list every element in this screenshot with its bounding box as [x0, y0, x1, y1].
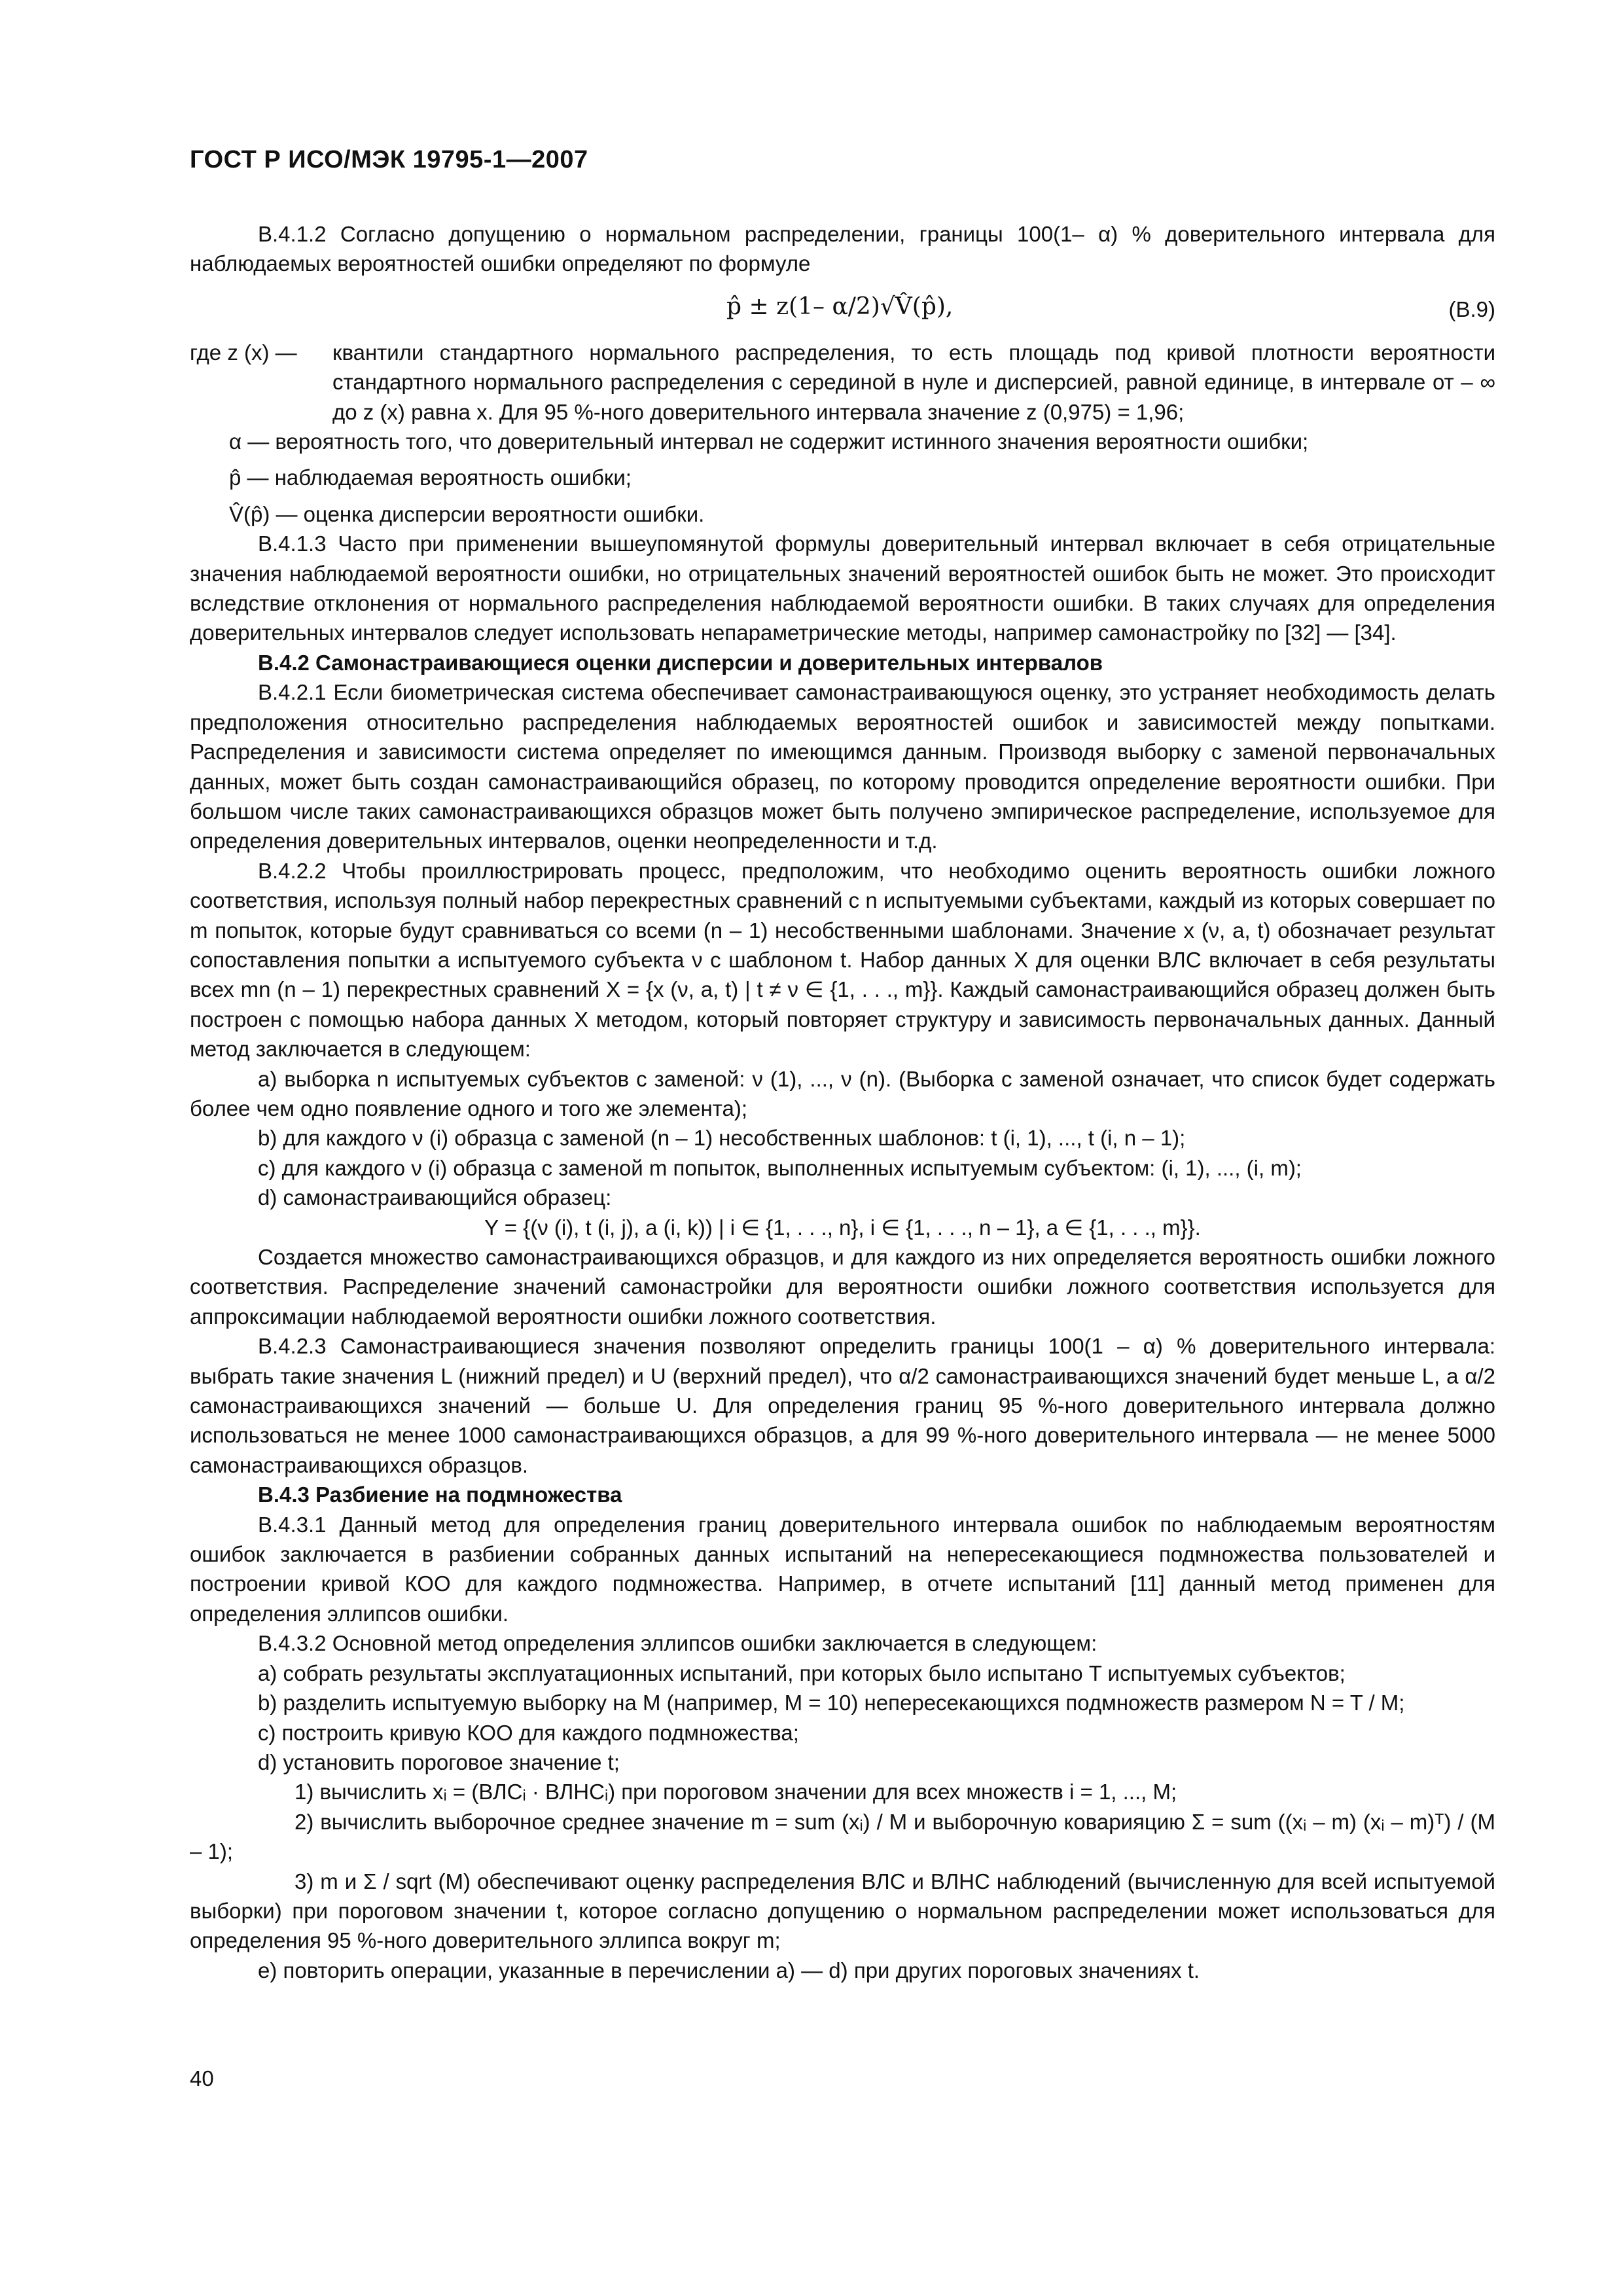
substep-2: 2) вычислить выборочное среднее значение m = sum (xᵢ) / M и выборочную коварияцию Σ = sum ((xᵢ – m) (xᵢ – m)ᵀ) / (M – 1); — [190, 1809, 1495, 1864]
paragraph-b4-1-2: В.4.1.2 Согласно допущению о нормальном распределении, границы 100(1– α) % доверительного интервала для наблюдаемых вероятностей ошибки определяют по формуле — [190, 222, 1495, 276]
heading-b4-2: В.4.2 Самонастраивающиеся оценки дисперсии и доверительных интервалов — [258, 650, 1103, 675]
formula-b9 — [190, 279, 1495, 338]
substep-1: 1) вычислить xᵢ = (ВЛСᵢ · ВЛНСᵢ) при пороговом значении для всех множеств i = 1, ..., M; — [294, 1780, 1177, 1804]
list-item-b: b) для каждого ν (i) образца с заменой (n – 1) несобственных шаблонов: t (i, 1), ..., t (i, n – 1); — [258, 1126, 1186, 1151]
paragraph-b4-2-3: В.4.2.3 Самонастраивающиеся значения позволяют определить границы 100(1 – α) % доверительного интервала: выбрать такие значения L (нижний предел) и U (верхний предел), что α/2 самонастраивающихся значений будет меньше L, а α/2 самонастраивающихся значений — больше U. Для определения границ 95 %-ного доверительного интервала должно использоваться не менее 1000 самонастраивающихся образцов, а для 99 %-ного доверительного интервала — не менее 5000 самонастраивающихся образцов. — [190, 1334, 1495, 1477]
paragraph-b4-3-1: В.4.3.1 Данный метод для определения границ доверительного интервала ошибок по наблюдаемым вероятностям ошибок заключается в разбиении собранных данных испытаний на непересекающиеся подмножества пользователей и построении кривой КОО для каждого подмножества. Например, в отчете испытаний [11] данный метод применен для определения эллипсов ошибки. — [190, 1512, 1495, 1626]
paragraph-b4-2-1: В.4.2.1 Если биометрическая система обеспечивает самонастраивающуюся оценку, это устраняет необходимость делать предположения относительно распределения наблюдаемых вероятностей ошибок и зависимостей между попытками. Распределения и зависимости система определяет по имеющимся данным. Производя выборку с заменой первоначальных данных, может быть создан самонастраивающийся образец, по которому проводится определение вероятности ошибки. При большом числе таких самонастраивающихся образцов может быть получено эмпирическое распределение, используемое для определения доверительных интервалов, оценки неопределенности и т.д. — [190, 680, 1495, 853]
definition-alpha: α — вероятность того, что доверительный интервал не содержит истинного значения вероятности ошибки; — [229, 429, 1309, 454]
definition-p: p̂ — наблюдаемая вероятность ошибки; — [229, 465, 632, 490]
step-e: е) повторить операции, указанные в перечислении а) — d) при других пороговых значениях t. — [258, 1958, 1200, 1982]
definition-where-label: где z (x) — — [190, 340, 297, 365]
definition-v: V̂(p̂) — оценка дисперсии вероятности ошибки. — [229, 501, 705, 526]
paragraph-b4-3-2: В.4.3.2 Основной метод определения эллипсов ошибки заключается в следующем: — [258, 1631, 1097, 1656]
definition-z-text: квантили стандартного нормального распределения, то есть площадь под кривой плотности вероятности стандартного нормального распределения с серединой в нуле и дисперсией, равной единице, в интервале от – ∞ до z (x) равна x. Для 95 %-ного доверительного интервала значение z (0,975) = 1,96; — [332, 340, 1495, 424]
heading-b4-3: В.4.3 Разбиение на подмножества — [258, 1482, 622, 1507]
substep-3: 3) m и Σ / sqrt (M) обеспечивают оценку распределения ВЛС и ВЛНС наблюдений (вычисленную для всей испытуемой выборки) при пороговом значении t, которое согласно допущению о нормальном распределении может использоваться для определения 95 %-ного доверительного эллипса вокруг m; — [190, 1869, 1495, 1953]
paragraph-b4-2-2: В.4.2.2 Чтобы проиллюстрировать процесс, предположим, что необходимо оценить вероятность ошибки ложного соответствия, используя полный набор перекрестных сравнений с n испытуемыми субъектами, каждый из которых совершает по m попыток, которые будут сравниваться со всеми (n – 1) несобственными шаблонами. Значение x (ν, a, t) обозначает результат сопоставления попытки a испытуемого субъекта ν с шаблоном t. Набор данных X для оценки ВЛС включает в себя результаты всех mn (n – 1) перекрестных сравнений X = {x (ν, a, t) | t ≠ ν ∈ {1, . . ., m}}. Каждый самонастраивающийся образец должен быть построен с помощью набора данных X методом, который повторяет структуру и зависимость первоначальных данных. Данный метод заключается в следующем: — [190, 858, 1495, 1062]
step-b: b) разделить испытуемую выборку на M (например, M = 10) непересекающихся подмножеств размером N = T / M; — [258, 1691, 1405, 1715]
step-c: с) построить кривую КОО для каждого подмножества; — [258, 1720, 799, 1745]
step-a: а) собрать результаты эксплуатационных испытаний, при которых было испытано T испытуемых субъектов; — [258, 1660, 1346, 1685]
formula-y: Y = {(ν (i), t (i, j), a (i, k)) | i ∈ {1, . . ., n}, i ∈ {1, . . ., n – 1}, a ∈ {1, . . ., m}}. — [484, 1215, 1201, 1240]
list-item-a: а) выборка n испытуемых субъектов с заменой: ν (1), ..., ν (n). (Выборка с заменой означает, что список будет содержать более чем одно появление одного и того же элемента); — [190, 1066, 1495, 1121]
page-header: ГОСТ Р ИСО/МЭК 19795-1—2007 — [190, 146, 588, 173]
list-item-c: с) для каждого ν (i) образца с заменой m попыток, выполненных испытуемым субъектом: (i, 1), ..., (i, m); — [258, 1155, 1302, 1180]
document-body — [190, 219, 1495, 1985]
formula-b9-number: (B.9) — [1448, 296, 1495, 321]
page-number: 40 — [190, 2066, 214, 2090]
list-item-d: d) самонастраивающийся образец: — [258, 1185, 612, 1210]
formula-b9-expr: p̂ ± z(1– α/2)√V̂(p̂), — [726, 293, 954, 320]
step-d: d) установить пороговое значение t; — [258, 1749, 620, 1774]
paragraph-b4-1-3: В.4.1.3 Часто при применении вышеупомянутой формулы доверительный интервал включает в себя отрицательные значения наблюдаемой вероятности ошибки, но отрицательных значений вероятностей ошибок быть не может. Это происходит вследствие отклонения от нормального распределения наблюдаемой вероятности ошибки. В таких случаях для определения доверительных интервалов следует использовать непараметрические методы, например самонастройку по [32] — [34]. — [190, 531, 1495, 645]
paragraph-b4-2-2-end: Создается множество самонастраивающихся образцов, и для каждого из них определяется вероятность ошибки ложного соответствия. Распределение значений самонастройки для вероятности ошибки ложного соответствия используется для аппроксимации наблюдаемой вероятности ошибки ложного соответствия. — [190, 1245, 1495, 1329]
definition-z — [190, 338, 1495, 427]
